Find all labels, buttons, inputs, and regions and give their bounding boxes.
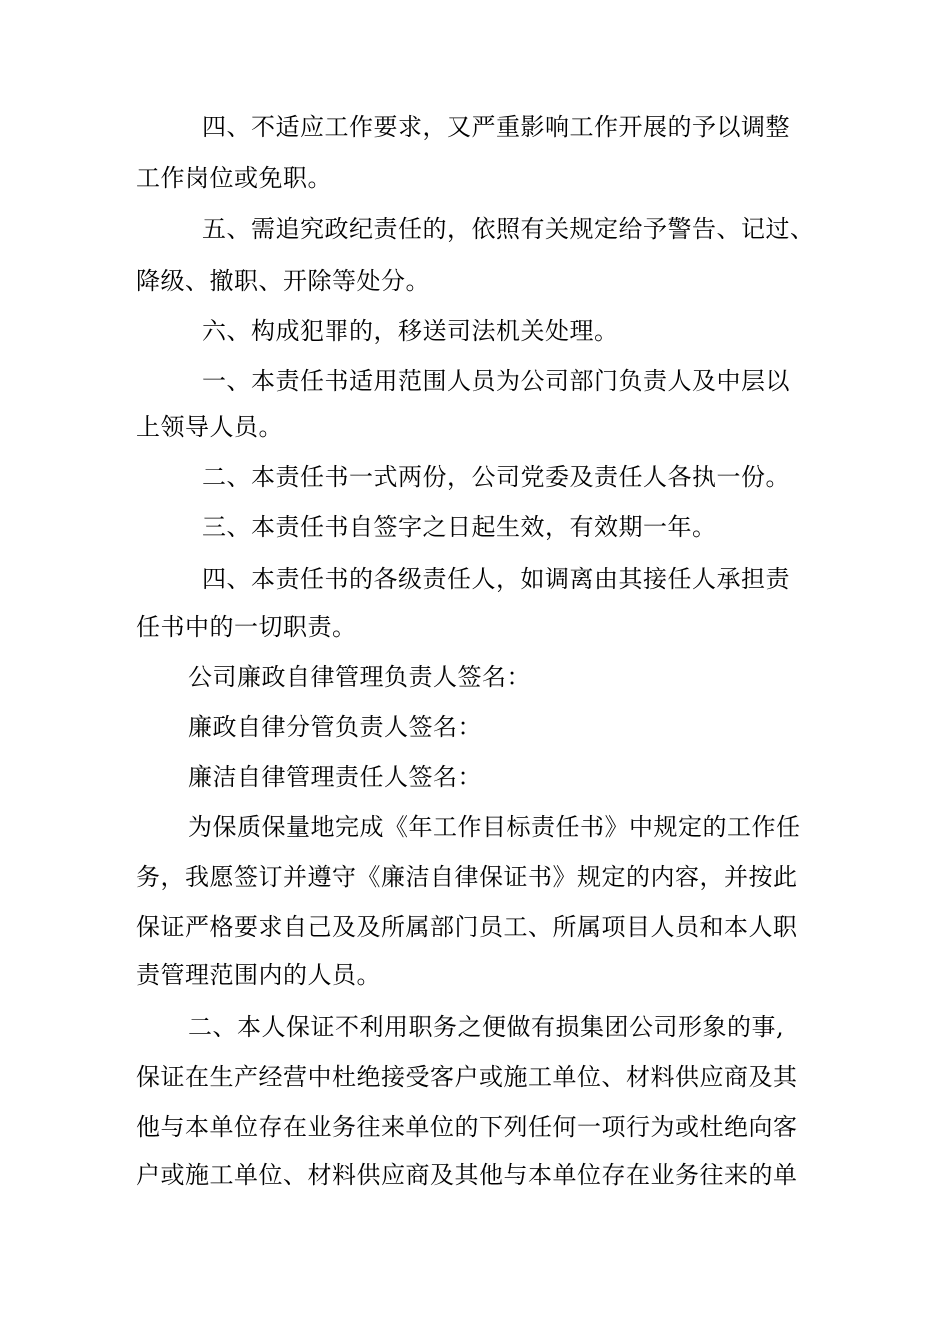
text-line: 任书中的一切职责。: [136, 613, 357, 641]
text-line: 三、本责任书自签字之日起生效，有效期一年。: [202, 513, 717, 541]
text-line: 五、需追究政纪责任的，依照有关规定给予警告、记过、: [202, 215, 815, 243]
text-line: 为保质保量地完成《年工作目标责任书》中规定的工作任: [188, 813, 801, 841]
signature-line: 廉政自律分管负责人签名：: [188, 713, 482, 741]
text-line: 他与本单位存在业务往来单位的下列任何一项行为或杜绝向客: [136, 1113, 798, 1141]
signature-line: 廉洁自律管理责任人签名：: [188, 763, 482, 791]
signature-line: 公司廉政自律管理负责人签名：: [188, 663, 531, 691]
text-line: 一、本责任书适用范围人员为公司部门负责人及中层以: [202, 367, 790, 395]
text-line: 保证严格要求自己及及所属部门员工、所属项目人员和本人职: [136, 913, 798, 941]
text-line: 责管理范围内的人员。: [136, 961, 381, 989]
text-line: 四、本责任书的各级责任人，如调离由其接任人承担责: [202, 565, 790, 593]
text-line: 上领导人员。: [136, 413, 283, 441]
text-line: 户或施工单位、材料供应商及其他与本单位存在业务往来的单: [136, 1161, 798, 1189]
text-line: 务，我愿签订并遵守《廉洁自律保证书》规定的内容，并按此: [136, 863, 798, 891]
text-line: 二、本责任书一式两份，公司党委及责任人各执一份。: [202, 463, 790, 491]
text-line: 保证在生产经营中杜绝接受客户或施工单位、材料供应商及其: [136, 1063, 798, 1091]
text-line: 六、构成犯罪的，移送司法机关处理。: [202, 317, 619, 345]
text-line: 四、不适应工作要求，又严重影响工作开展的予以调整: [202, 113, 790, 141]
text-line: 工作岗位或免职。: [136, 164, 332, 192]
text-line: 降级、撤职、开除等处分。: [136, 267, 430, 295]
text-line: 二、本人保证不利用职务之便做有损集团公司形象的事,: [188, 1013, 785, 1041]
